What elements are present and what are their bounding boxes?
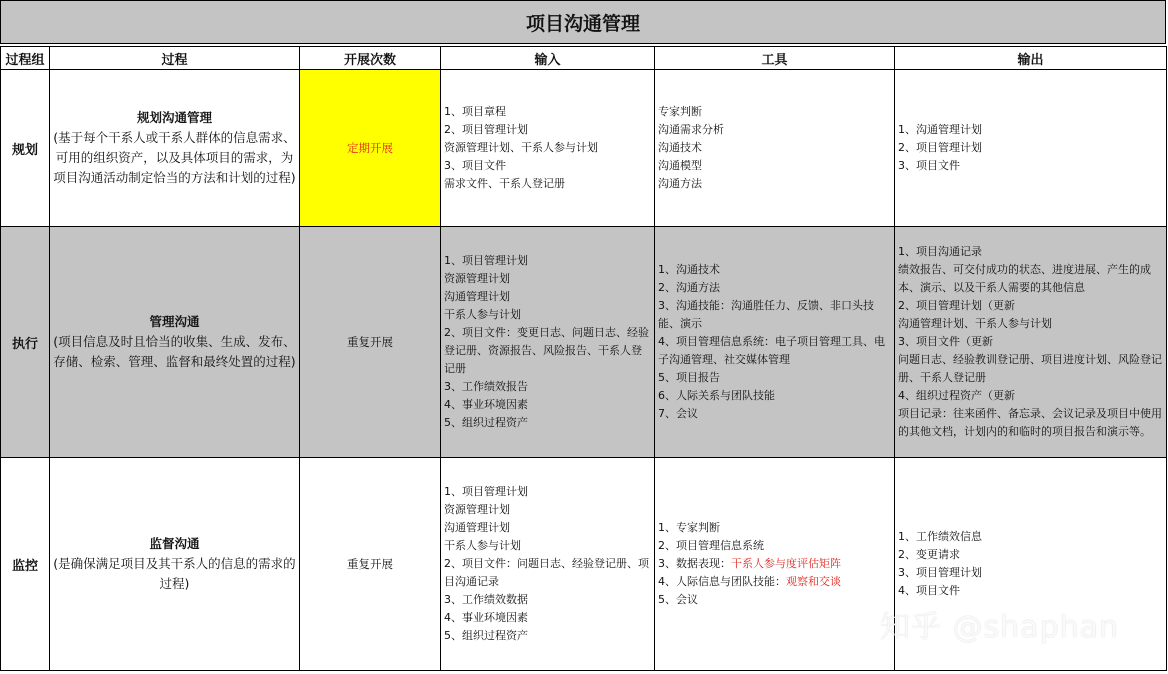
list-item: 问题日志、经验教训登记册、项目进度计划、风险登记册、干系人登记册 [898,353,1162,384]
tool-prefix: 4、人际信息与团队技能： [658,575,786,588]
cell-frequency: 重复开展 [300,227,441,458]
header-process-group: 过程组 [1,47,50,70]
list-item: 1、沟通管理计划 [898,123,982,136]
list-item: 1、项目章程 [444,105,506,118]
table-row-planning [1,70,1167,227]
list-item: 4、项目管理信息系统：电子项目管理工具、电子沟通管理、社交媒体管理 [658,335,885,366]
table-row-executing [1,227,1167,458]
tool-prefix: 3、数据表现： [658,557,731,570]
list-item: 4、项目文件 [898,584,960,597]
list-item: 5、组织过程资产 [444,416,528,429]
list-item: 项目记录：往来函件、备忘录、会议记录及项目中使用的其他文档，计划内的和临时的项目报告和演示等。 [898,407,1162,438]
list-item: 3、工作绩效数据 [444,593,528,606]
cell-outputs [895,227,1167,458]
cell-frequency: 重复开展 [300,458,441,671]
cell-frequency: 定期开展 [300,70,441,227]
cell-inputs [441,458,655,671]
process-description: (项目信息及时且恰当的收集、生成、发布、存储、检索、管理、监督和最终处置的过程) [53,334,296,369]
list-item: 2、项目管理计划（更新 [898,299,1015,312]
list-item: 沟通方法 [658,177,702,190]
list-item: 3、项目文件（更新 [898,335,993,348]
list-item [658,573,891,591]
list-item: 2、项目管理计划 [444,123,528,136]
cell-process [50,70,300,227]
list-item: 2、项目文件：变更日志、问题日志、经验登记册、资源报告、风险报告、干系人登记册 [444,326,649,375]
list-item: 资源管理计划、干系人参与计划 [444,141,598,154]
list-item: 干系人参与计划 [444,539,521,552]
list-item: 沟通管理计划、干系人参与计划 [898,317,1052,330]
list-item: 5、会议 [658,593,698,606]
list-item: 沟通需求分析 [658,123,724,136]
header-frequency: 开展次数 [300,47,441,70]
list-item: 1、项目管理计划 [444,254,528,267]
header-inputs: 输入 [441,47,655,70]
process-name: 管理沟通 [149,314,200,329]
process-name: 规划沟通管理 [136,110,212,125]
header-process: 过程 [50,47,300,70]
list-item: 7、会议 [658,407,698,420]
list-item: 沟通技术 [658,141,702,154]
list-item: 5、组织过程资产 [444,629,528,642]
list-item: 2、项目文件：问题日志、经验登记册、项目沟通记录 [444,557,649,588]
list-item: 1、沟通技术 [658,263,720,276]
list-item: 绩效报告、可交付成功的状态、进度进展、产生的成本、演示、以及干系人需要的其他信息 [898,263,1151,294]
list-item: 2、项目管理计划 [898,141,982,154]
list-item: 沟通管理计划 [444,521,510,534]
header-tools: 工具 [655,47,895,70]
cell-group: 执行 [1,227,50,458]
cell-tools [655,227,895,458]
tool-emphasis: 干系人参与度评估矩阵 [731,557,841,570]
list-item: 1、项目沟通记录 [898,245,982,258]
list-item: 4、事业环境因素 [444,611,528,624]
cell-tools [655,70,895,227]
list-item: 3、项目文件 [444,159,506,172]
list-item: 1、专家判断 [658,521,720,534]
list-item: 2、项目管理信息系统 [658,539,764,552]
list-item: 专家判断 [658,105,702,118]
list-item: 1、项目管理计划 [444,485,528,498]
tool-emphasis: 观察和交谈 [786,575,841,588]
list-item: 1、工作绩效信息 [898,530,982,543]
page-title: 项目沟通管理 [0,0,1166,44]
list-item: 2、变更请求 [898,548,960,561]
list-item: 4、事业环境因素 [444,398,528,411]
list-item: 资源管理计划 [444,272,510,285]
list-item: 3、沟通技能：沟通胜任力、反馈、非口头技能、演示 [658,299,874,330]
list-item: 3、项目管理计划 [898,566,982,579]
cell-process [50,458,300,671]
list-item: 5、项目报告 [658,371,720,384]
list-item: 4、组织过程资产（更新 [898,389,1015,402]
cell-tools [655,458,895,671]
list-item: 3、工作绩效报告 [444,380,528,393]
cell-outputs [895,70,1167,227]
list-item: 6、人际关系与团队技能 [658,389,775,402]
list-item: 沟通管理计划 [444,290,510,303]
process-description: (是确保满足项目及其干系人的信息的需求的过程) [53,556,296,591]
cell-process [50,227,300,458]
list-item: 干系人参与计划 [444,308,521,321]
list-item: 2、沟通方法 [658,281,720,294]
list-item: 3、项目文件 [898,159,960,172]
process-name: 监督沟通 [149,536,200,551]
communication-management-table [0,46,1167,671]
list-item: 资源管理计划 [444,503,510,516]
header-outputs: 输出 [895,47,1167,70]
watermark: 知乎 @shaphan [880,610,1120,645]
cell-inputs [441,227,655,458]
cell-inputs [441,70,655,227]
process-description: (基于每个干系人或干系人群体的信息需求、可用的组织资产，以及具体项目的需求，为项目沟通活动制定恰当的方法和计划的过程) [53,130,296,185]
list-item: 需求文件、干系人登记册 [444,177,565,190]
list-item [658,555,891,573]
header-row [1,47,1167,70]
cell-group: 监控 [1,458,50,671]
cell-group: 规划 [1,70,50,227]
list-item: 沟通模型 [658,159,702,172]
